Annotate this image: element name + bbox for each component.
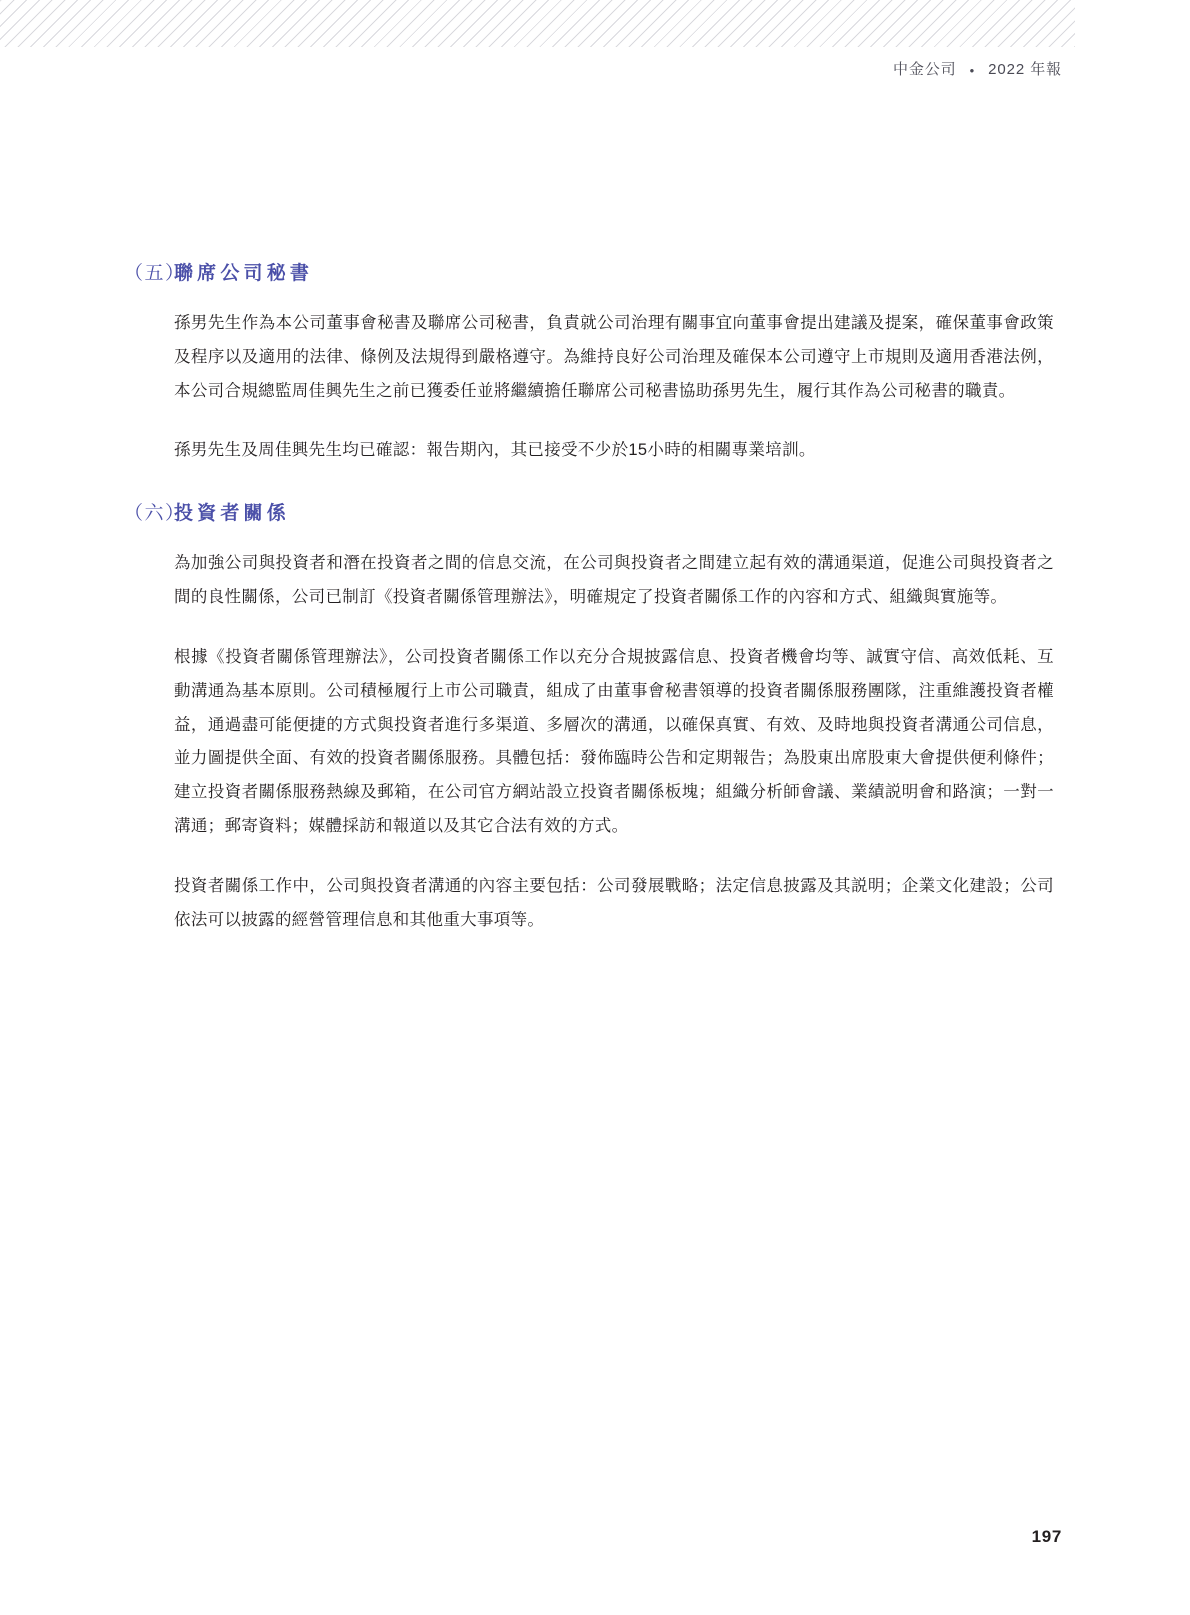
page-header xyxy=(893,58,1062,79)
section-title: 投資者關係 xyxy=(174,503,290,525)
section-investor-relations xyxy=(124,498,1054,937)
header-company: 中金公司 xyxy=(892,61,957,78)
decorative-hatch-band xyxy=(0,0,1075,47)
section-joint-company-secretaries xyxy=(124,258,1054,468)
section-heading xyxy=(124,498,1054,525)
paragraph: 為加強公司與投資者和潛在投資者之間的信息交流，在公司與投資者之間建立起有效的溝通渠道，促進公司與投資者之間的良性關係，公司已制訂《投資者關係管理辦法》，明確規定了投資者關係工作的內容和方式、組織與實施等。 xyxy=(174,554,1054,607)
section-number: （六） xyxy=(124,503,186,525)
page-number: 197 xyxy=(1031,1527,1062,1546)
section-number: （五） xyxy=(124,263,186,284)
section-body xyxy=(174,307,1054,468)
section-heading xyxy=(124,258,1054,285)
paragraph: 投資者關係工作中，公司與投資者溝通的內容主要包括：公司發展戰略；法定信息披露及其説明；企業文化建設；公司依法可以披露的經營管理信息和其他重大事項等。 xyxy=(174,876,1054,929)
section-title: 聯席公司秘書 xyxy=(174,263,314,284)
page-content xyxy=(124,258,1054,945)
paragraph: 孫男先生作為本公司董事會秘書及聯席公司秘書，負責就公司治理有關事宜向董事會提出建議及提案，確保董事會政策及程序以及適用的法律、條例及法規得到嚴格遵守。為維持良好公司治理及確保本公司遵守上市規則及適用香港法例，本公司合規總監周佳興先生之前已獲委任並將繼續擔任聯席公司秘書協助孫男先生，履行其作為公司秘書的職責。 xyxy=(174,314,1054,400)
paragraph: 根據《投資者關係管理辦法》，公司投資者關係工作以充分合規披露信息、投資者機會均等、誠實守信、高效低耗、互動溝通為基本原則。公司積極履行上市公司職責，組成了由董事會秘書領導的投資者關係服務團隊，注重維護投資者權益，通過盡可能便捷的方式與投資者進行多渠道、多層次的溝通，以確保真實、有效、及時地與投資者溝通公司信息，並力圖提供全面、有效的投資者關係服務。具體包括：發佈臨時公告和定期報告；為股東出席股東大會提供便利條件；建立投資者關係服務熱線及郵箱，在公司官方網站設立投資者關係板塊；組織分析師會議、業績説明會和路演；一對一溝通；郵寄資料；媒體採訪和報道以及其它合法有效的方式。 xyxy=(174,647,1054,835)
paragraph: 孫男先生及周佳興先生均已確認：報告期內，其已接受不少於15小時的相關專業培訓。 xyxy=(174,441,816,460)
section-spacer xyxy=(124,476,1054,498)
header-report-year: 2022 年報 xyxy=(988,61,1062,78)
header-separator-dot: • xyxy=(969,62,976,78)
section-body xyxy=(174,547,1054,937)
